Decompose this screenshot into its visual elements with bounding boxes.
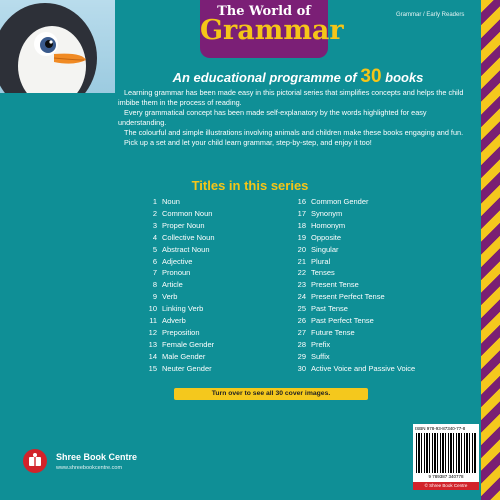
description-paragraph: Every grammatical concept has been made self-explanatory by the words highlighted for easy understanding. [118,107,427,127]
publisher-website: www.shreebookcentre.com [56,465,123,471]
publisher-name: Shree Book Centre [56,452,138,462]
title-number: 7 [152,268,157,278]
title-text: Article [162,280,183,290]
title-number: 3 [152,220,157,230]
title-number: 26 [297,316,306,326]
copyright-strip: © Shree Book Centre [413,482,479,490]
title-number: 12 [148,327,157,337]
title-item [143,315,215,327]
title-item [143,244,215,256]
title-text: Suffix [311,351,330,361]
title-text: Adverb [162,316,186,326]
title-text: Synonym [311,208,343,218]
title-item [292,291,415,303]
title-item [292,315,415,327]
title-item [292,279,415,291]
title-text: Past Perfect Tense [311,316,374,326]
title-number: 22 [297,268,306,278]
penguin-panel [0,0,115,93]
title-item [292,267,415,279]
penguin-illustration [0,0,115,93]
title-number: 4 [152,232,157,242]
barcode [413,424,479,490]
decorative-stripes [481,0,500,500]
title-number: 6 [152,256,157,266]
title-text: Opposite [311,232,342,242]
isbn-text: ISBN 978-93-87340-77-8 [415,426,466,431]
category-label: Grammar / Early Readers [396,12,465,18]
title-text: Past Tense [311,304,348,314]
title-item [143,279,215,291]
title-number: 28 [297,339,306,349]
title-text: Pronoun [162,268,191,278]
title-item [292,363,415,375]
title-number: 24 [297,292,306,302]
title-number: 15 [148,363,157,373]
title-item [143,256,215,268]
title-item [143,220,215,232]
title-number: 2 [152,208,157,218]
title-item [143,351,215,363]
title-text: Female Gender [162,339,215,349]
title-text: Tenses [311,268,335,278]
title-item [292,303,415,315]
title-text: Future Tense [311,327,355,337]
title-number: 5 [152,244,157,254]
title-text: Adjective [162,256,193,266]
title-number: 21 [297,256,306,266]
title-text: Common Noun [162,208,213,218]
description-paragraph: Pick up a set and let your child learn grammar, step-by-step, and enjoy it too! [124,137,372,147]
titles-column-right [292,196,415,375]
title-text: Preposition [162,327,200,337]
title-text: Plural [311,256,331,266]
title-text: Present Perfect Tense [311,292,385,302]
title-text: Active Voice and Passive Voice [311,363,416,373]
titles-column-left [143,196,215,375]
title-text: Male Gender [162,351,206,361]
title-number: 23 [297,280,306,290]
title-item [143,291,215,303]
title-item [292,339,415,351]
title-number: 14 [148,351,157,361]
series-logo [200,0,344,58]
title-text: Neuter Gender [162,363,212,373]
title-number: 27 [297,327,306,337]
title-item [292,220,415,232]
title-item [143,363,215,375]
title-text: Abstract Noun [162,244,210,254]
description-paragraph: Learning grammar has been made easy in this pictorial series that simplifies concepts and helps the child imbibe them in the process of reading. [118,88,464,107]
tagline-number: 30 [360,66,382,87]
title-text: Proper Noun [162,220,205,230]
title-item [143,303,215,315]
title-number: 17 [297,208,306,218]
title-item [292,196,415,208]
title-item [143,339,215,351]
title-item [292,232,415,244]
title-number: 29 [297,351,306,361]
title-text: Common Gender [311,197,369,206]
title-number: 1 [152,197,157,206]
barcode-digits: 9 789387 340778 [428,474,464,479]
logo-line1: The World of [217,4,311,19]
title-item [292,208,415,220]
tagline [115,66,481,88]
title-item [143,327,215,339]
logo-line2: Grammar [200,15,344,46]
title-number: 25 [297,304,306,314]
title-text: Present Tense [311,280,359,290]
title-item [292,256,415,268]
title-text: Collective Noun [162,232,215,242]
title-text: Singular [311,244,339,254]
title-text: Verb [162,292,178,302]
title-number: 18 [297,220,306,230]
title-item [143,208,215,220]
title-text: Linking Verb [162,304,204,314]
title-item [143,196,215,208]
title-number: 11 [149,316,157,326]
title-item [143,267,215,279]
title-number: 20 [297,244,306,254]
title-item [292,327,415,339]
title-number: 8 [152,280,157,290]
title-item [292,244,415,256]
turn-over-note: Turn over to see all 30 cover images. [174,388,368,400]
title-item [143,232,215,244]
description-paragraph: The colourful and simple illustrations involving animals and children make these books engaging and fun. [124,127,464,137]
title-text: Prefix [311,339,331,349]
titles-heading: Titles in this series [191,178,309,193]
title-item [292,351,415,363]
tagline-after: books [381,70,424,85]
title-text: Homonym [311,220,346,230]
title-number: 13 [148,339,157,349]
title-number: 30 [297,363,306,373]
barcode-bars [416,433,476,473]
publisher-logo [23,449,47,473]
tagline-before: An educational programme of [172,70,361,85]
publisher-logo-mark [23,449,47,473]
title-text: Noun [162,197,180,206]
title-number: 9 [152,292,157,302]
title-number: 19 [297,232,306,242]
title-number: 16 [297,197,306,206]
title-number: 10 [148,304,157,314]
description [118,88,476,147]
